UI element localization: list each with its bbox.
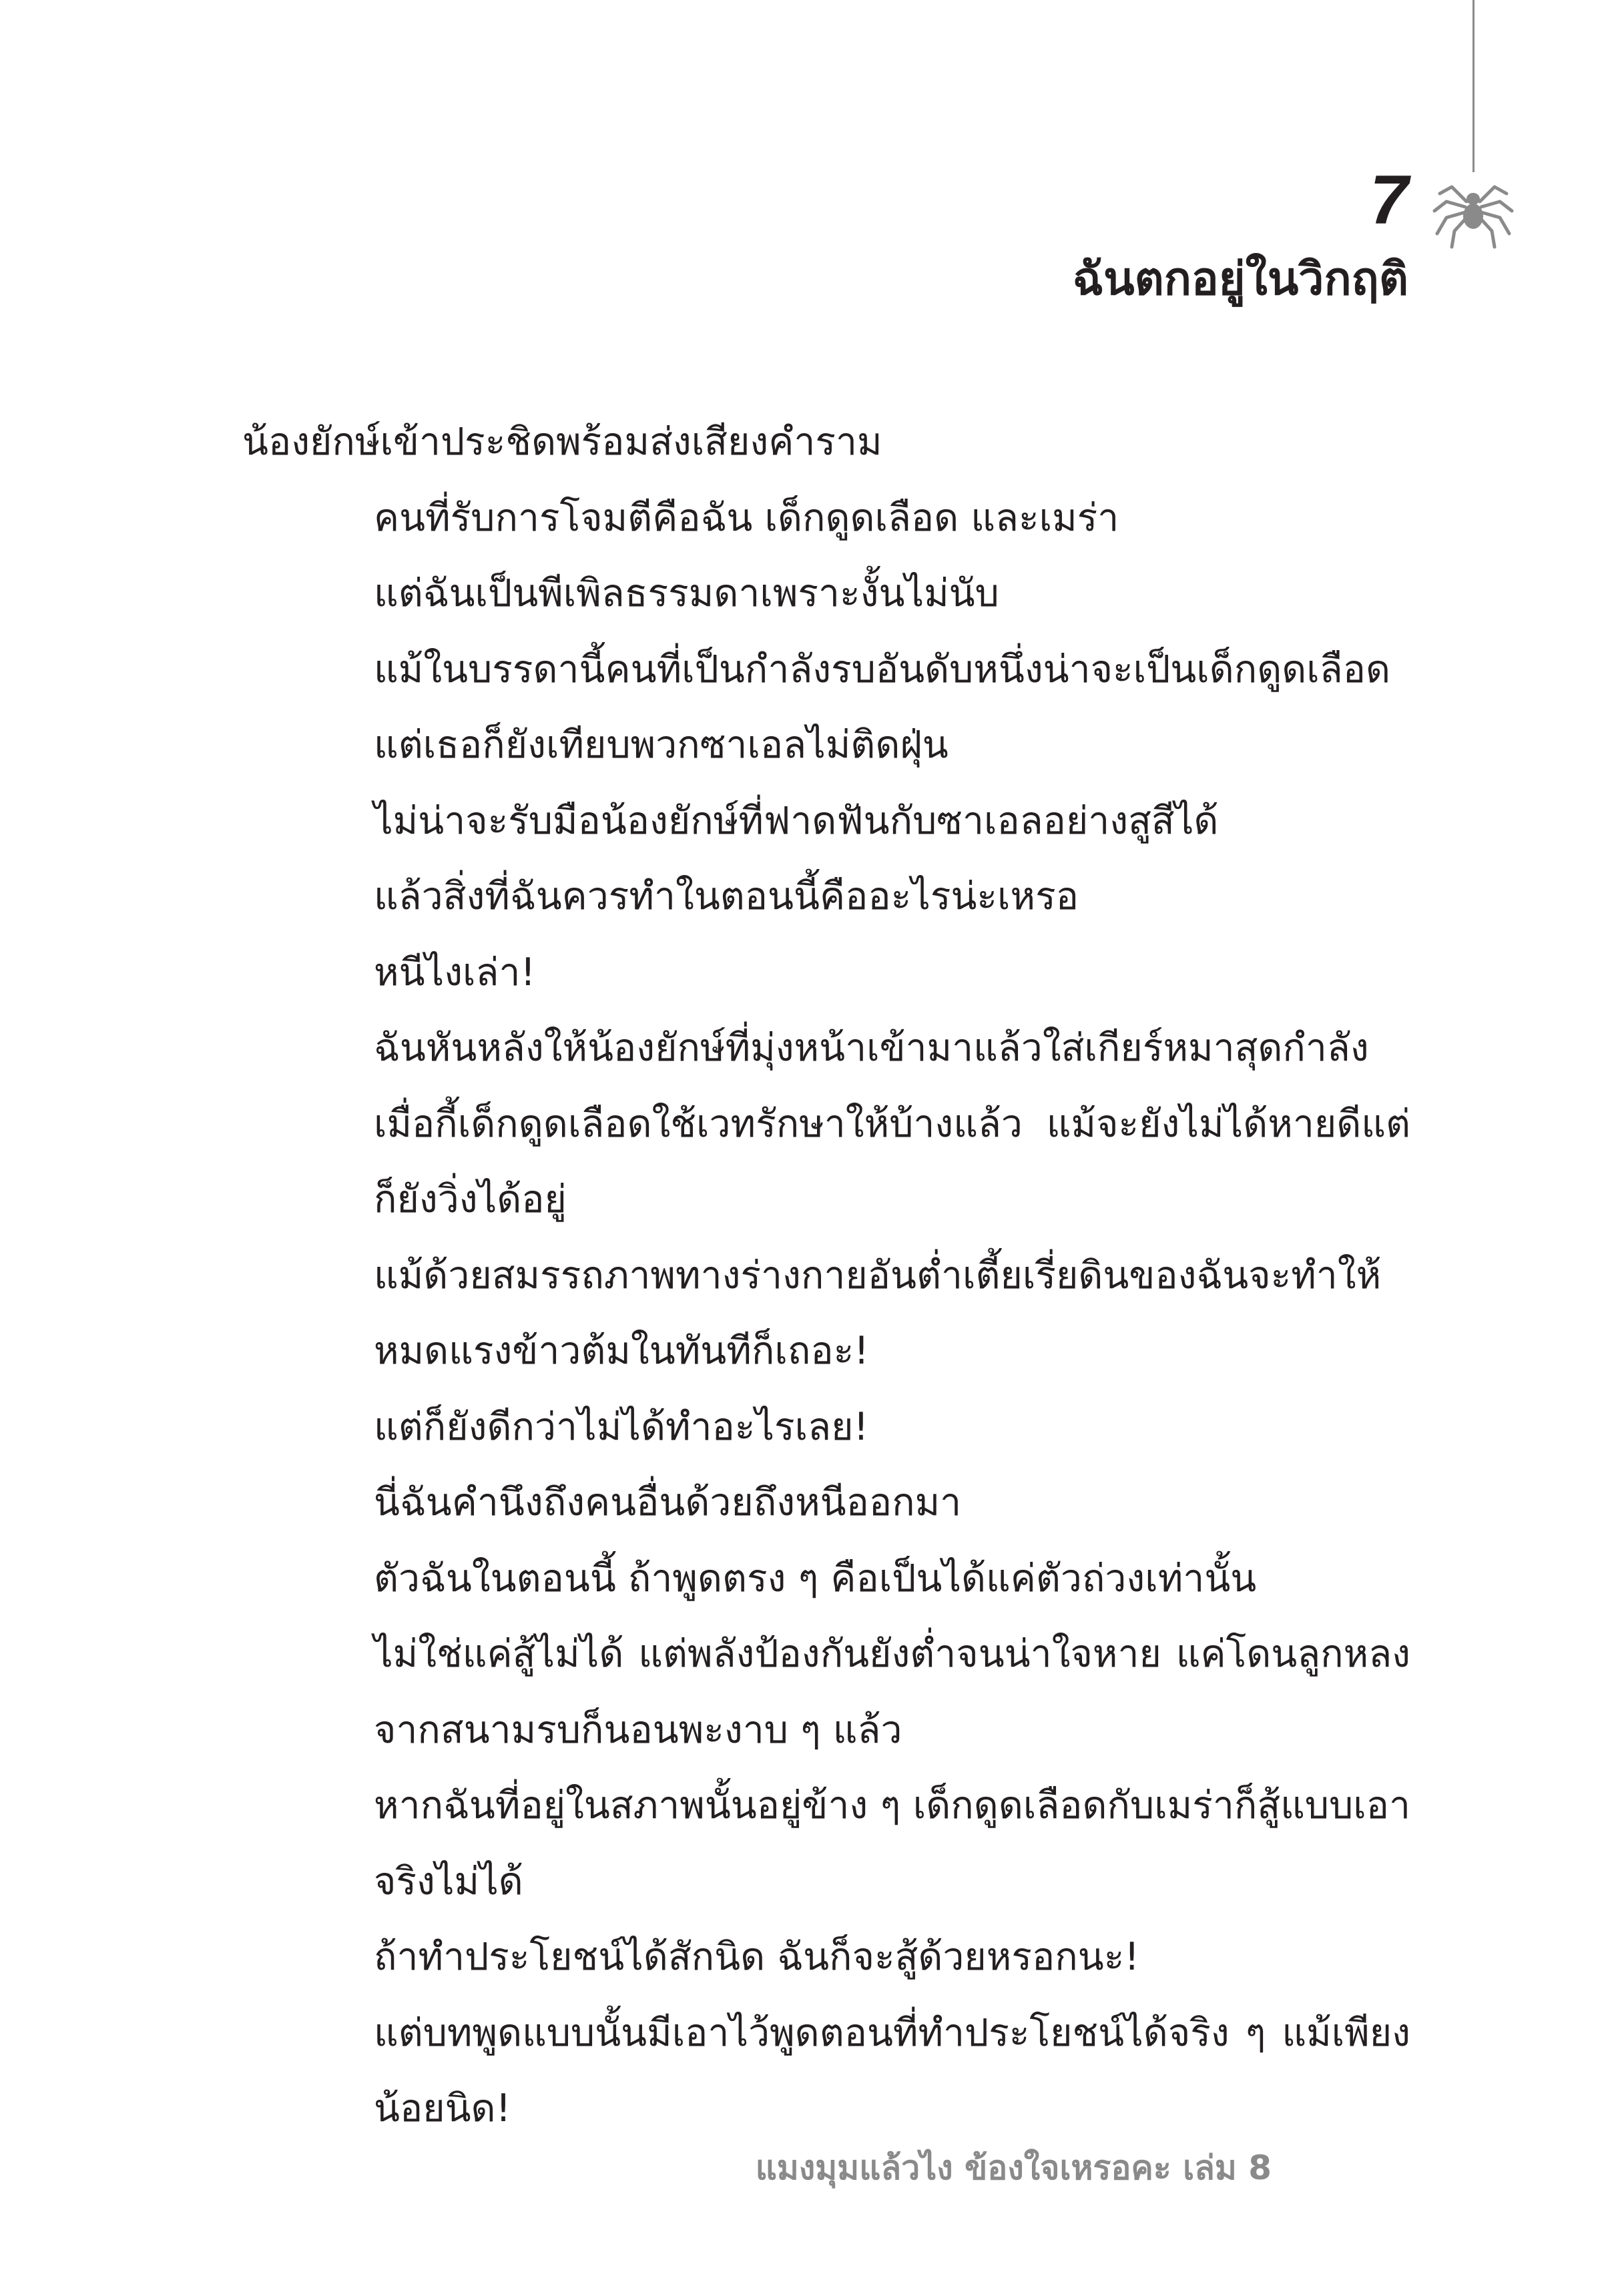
paragraph: คนที่รับการโจมตีคือฉัน เด็กดูดเลือด และเมร่า [374, 495, 1119, 540]
paragraph: แต่บทพูดแบบนั้นมีเอาไว้พูดตอนที่ทำประโยชน์ได้จริง ๆ แม้เพียงน้อยนิด! [374, 2010, 1410, 2130]
running-title: แมงมุมแล้วไง ข้องใจเหรอคะ เล่ม 8 [755, 2148, 1272, 2187]
paragraph: แม้ในบรรดานี้คนที่เป็นกำลังรบอันดับหนึ่งน่าจะเป็นเด็กดูดเลือด แต่เธอก็ยังเทียบพวกซาเอลไม่ติดฝุ่น [374, 647, 1390, 767]
paragraph: ตัวฉันในตอนนี้ ถ้าพูดตรง ๆ คือเป็นได้แค่ตัวถ่วงเท่านั้น [374, 1556, 1257, 1601]
paragraph: แต่ฉันเป็นพีเพิลธรรมดาเพราะงั้นไม่นับ [374, 571, 999, 615]
paragraph: นี่ฉันคำนึงถึงคนอื่นด้วยถึงหนีออกมา [374, 1480, 962, 1524]
paragraph: หนีไงเล่า! [374, 950, 536, 994]
paragraph: หากฉันที่อยู่ในสภาพนั้นอยู่ข้าง ๆ เด็กดูดเลือดกับเมร่าก็สู้แบบเอาจริงไม่ได้ [374, 1783, 1410, 1904]
body-text [242, 404, 1410, 2147]
paragraph: ฉันหันหลังให้น้องยักษ์ที่มุ่งหน้าเข้ามาแล้วใส่เกียร์หมาสุดกำลัง [374, 1026, 1369, 1070]
chapter-title: ฉันตกอยู่ในวิกฤติ [1072, 253, 1408, 306]
chapter-number: 7 [1370, 162, 1408, 239]
paragraph: แม้ด้วยสมรรถภาพทางร่างกายอันต่ำเตี้ยเรี่ยดินของฉันจะทำให้หมดแรงข้าวต้มในทันทีก็เถอะ! [374, 1253, 1382, 1373]
paragraph: ไม่น่าจะรับมือน้องยักษ์ที่ฟาดฟันกับซาเอลอย่างสูสีได้ [374, 798, 1219, 843]
paragraph: แต่ก็ยังดีกว่าไม่ได้ทำอะไรเลย! [374, 1404, 869, 1449]
paragraph: ไม่ใช่แค่สู้ไม่ได้ แต่พลังป้องกันยังต่ำจนน่าใจหาย แค่โดนลูกหลงจากสนามรบก็นอนพะงาบ ๆ แล้ว [374, 1632, 1410, 1752]
paragraph: ถ้าทำประโยชน์ได้สักนิด ฉันก็จะสู้ด้วยหรอกนะ! [374, 1935, 1140, 1979]
spider-thread [1472, 0, 1474, 172]
spider-icon [1432, 167, 1515, 250]
paragraph: แล้วสิ่งที่ฉันควรทำในตอนนี้คืออะไรน่ะเหรอ [374, 874, 1079, 918]
paragraph: เมื่อกี้เด็กดูดเลือดใช้เวทรักษาให้บ้างแล้ว แม้จะยังไม่ได้หายดีแต่ก็ยังวิ่งได้อยู่ [374, 1101, 1410, 1221]
paragraph: น้องยักษ์เข้าประชิดพร้อมส่งเสียงคำราม [242, 420, 882, 464]
